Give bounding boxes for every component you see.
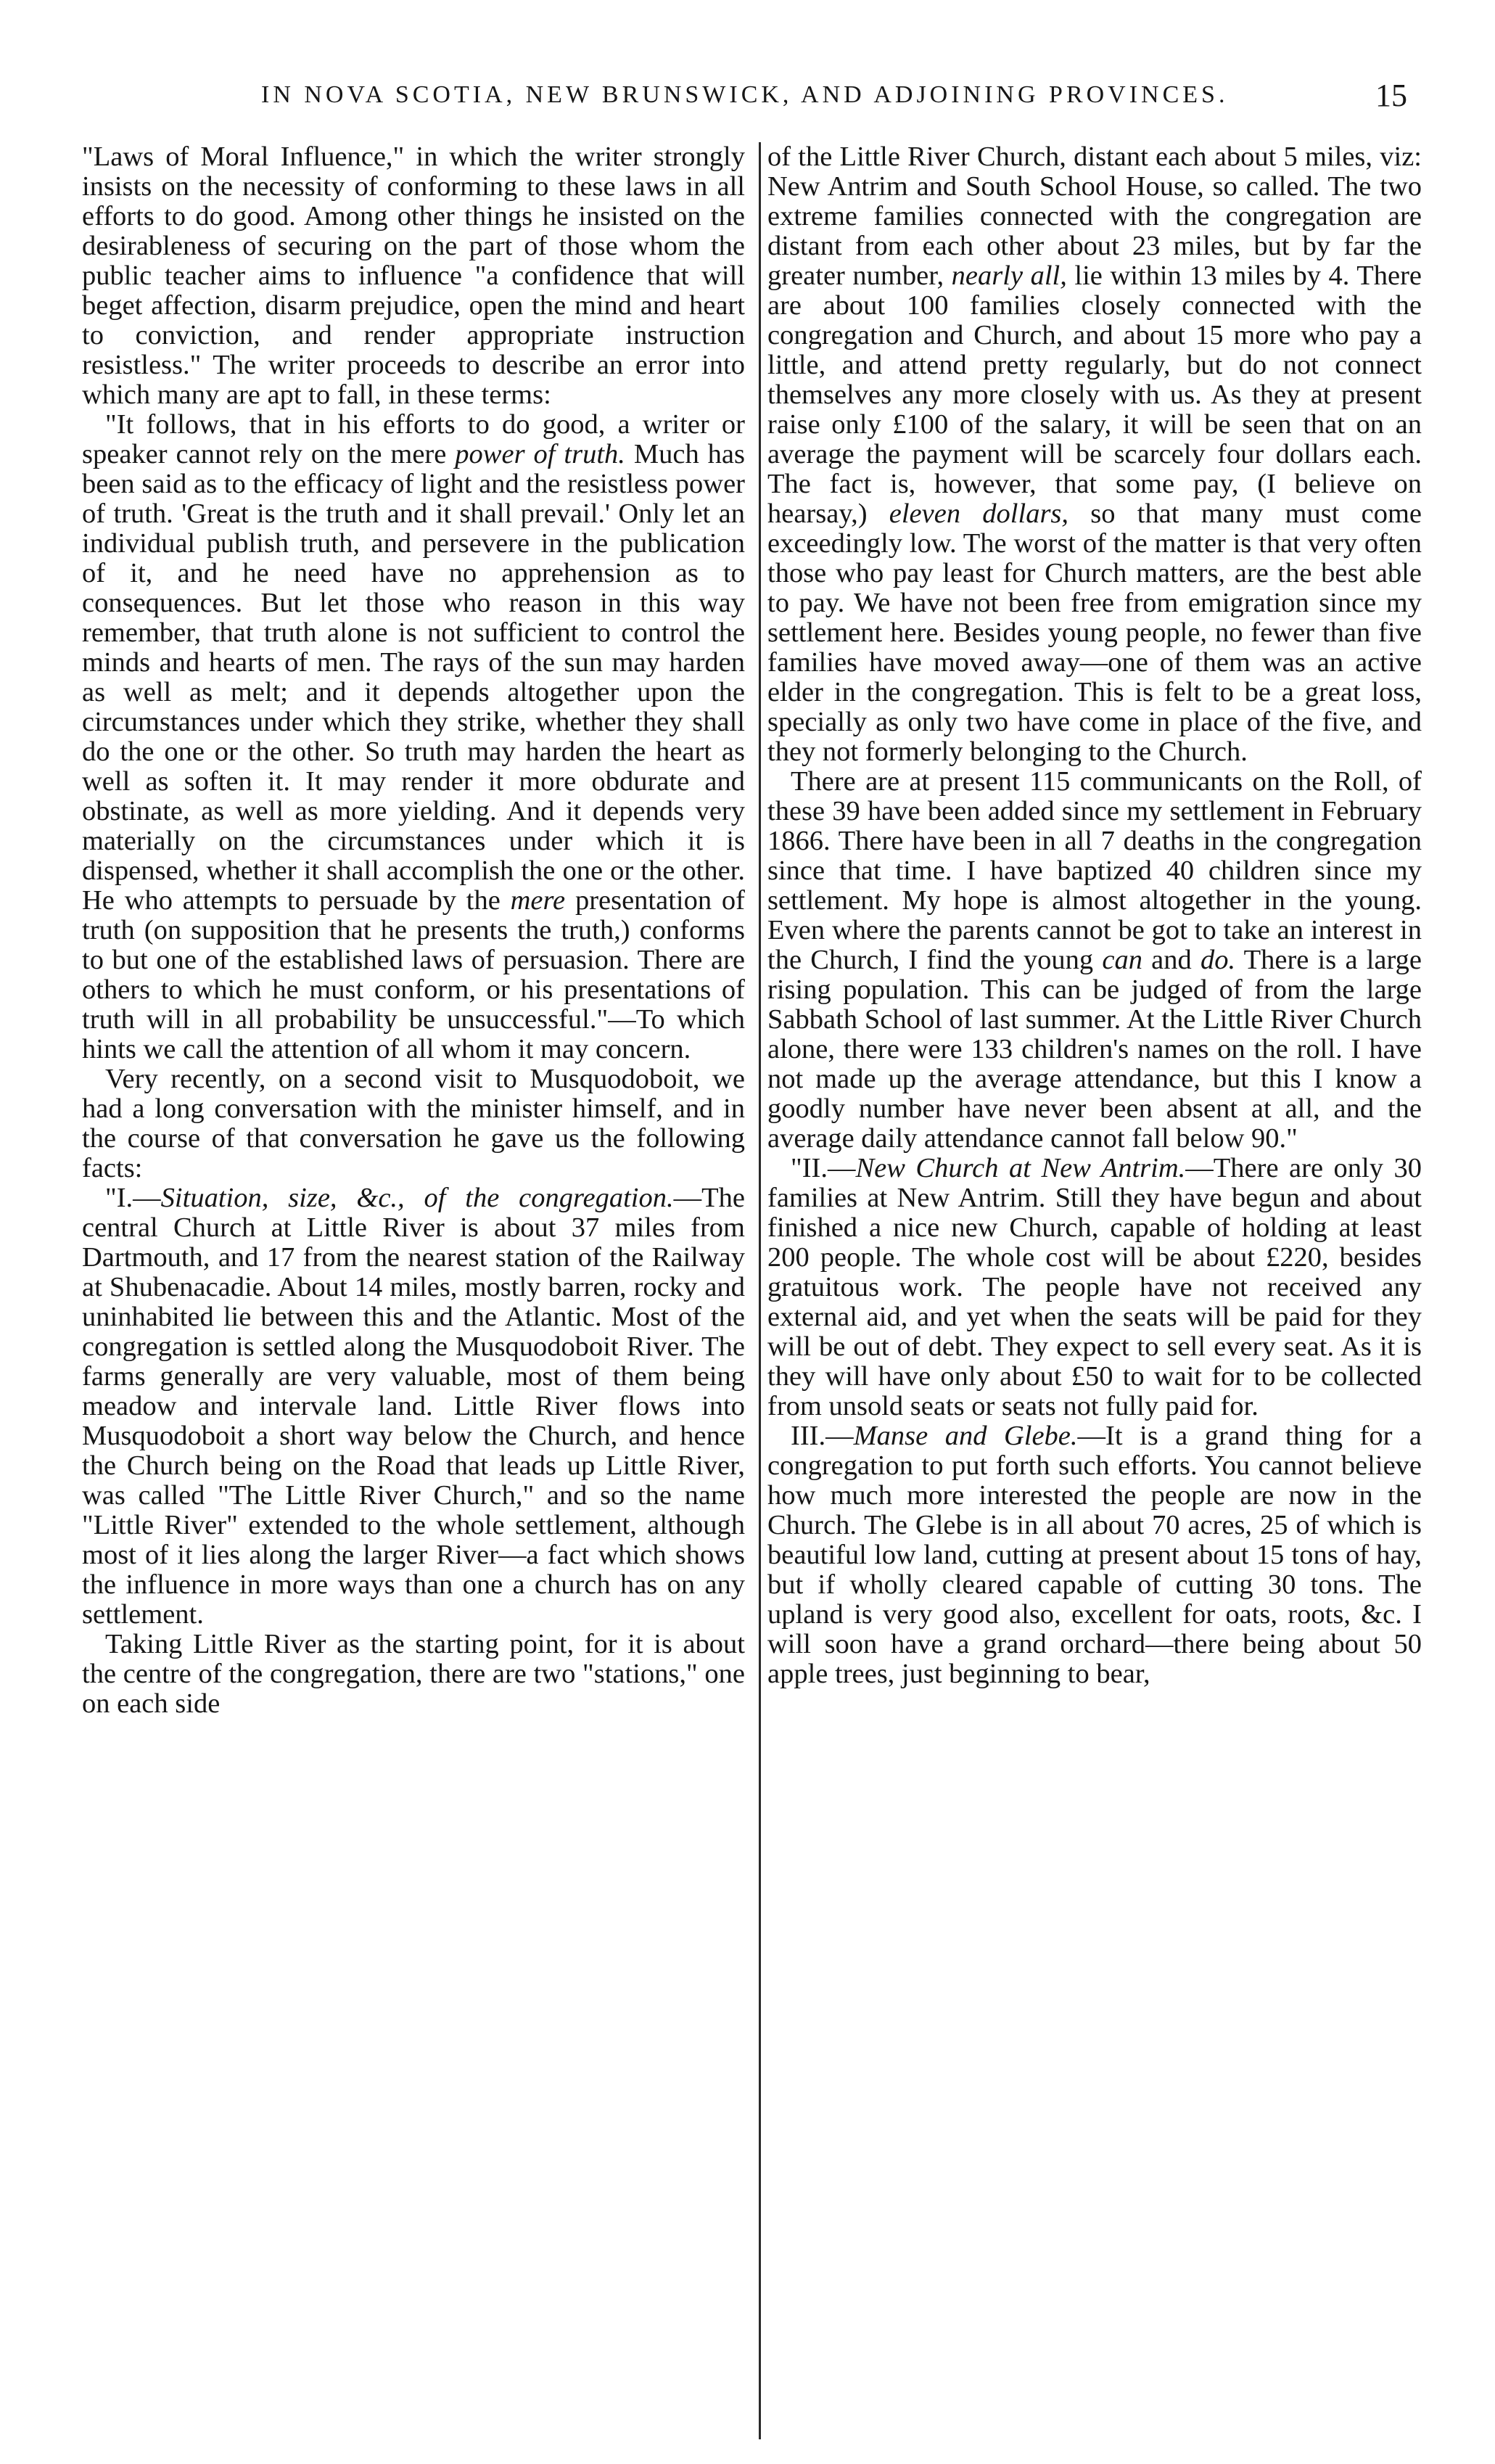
text-run: III.— [791,1421,854,1451]
text-run: —There are only 30 families at New Antrim. Still they have begun and about finished a nice new Church, capable of holding at least 200 people. The whole cost will be about £220, besides gratuitous work. The people have not received any external aid, and yet when the seats will be paid for they will be out of debt. They expect to sell every seat. As it is they will have only about £50 to wait for to be collected from unsold seats or seats not fully paid for. [767,1153,1422,1421]
text-run: "It follows, that in his efforts to do good, a writer or speaker cannot rely on the mere [82,409,745,469]
paragraph [767,767,1422,1154]
text-run: "I.— [105,1183,161,1213]
page-number: 15 [1375,78,1407,113]
right-column [767,142,1422,1689]
text-run: of the Little River Church, distant each about 5 miles, viz: New Antrim and South School House, so called. The two extreme families connected with the congregation are distant from each other about 23 miles, but by far the greater number, [767,141,1422,291]
section-heading: Manse and Glebe. [853,1421,1078,1451]
text-run: —The central Church at Little River is about 37 miles from Dartmouth, and 17 from the nearest station of the Railway at Shubenacadie. About 14 miles, mostly barren, rocky and uninhabited lie between this and the Atlantic. Most of the congregation is settled along the Musquodoboit River. The farms generally are very valuable, most of them being meadow and intervale land. Little River flows into Musquodoboit a short way below the Church, and hence the Church being on the Road that leads up Little River, was called "The Little River Church," and so the name "Little River" extended to the whole settlement, although most of it lies along the larger River—a fact which shows the influence in more ways than one a church has on any settlement. [82,1183,745,1630]
text-run: presentation of truth (on supposition that he presents the truth,) conforms to but one of the established laws of persuasion. There are others to which he must conform, or his presentations of truth will in all probability be unsuccessful."—To which hints we call the attention of all whom it may concern. [82,885,745,1064]
text-run: There is a large rising population. This can be judged of from the large Sabbath School of last summer. At the Little River Church alone, there were 133 children's names on the roll. I have not made up the average attendance, but this I know a goodly number have never been absent at all, and the average daily attendance cannot fall below 90." [767,945,1422,1154]
left-column [82,142,745,1719]
text-run: Much has been said as to the efficacy of light and the resistless power of truth. 'Great is the truth and it shall prevail.' Only let an individual publish truth, and persevere in the publication of it, and he need have no apprehension as to consequences. But let those who reason in this way remember, that truth alone is not sufficient to control the minds and hearts of men. The rays of the sun may harden as well as melt; and it depends altogether upon the circumstances under which they strike, whether they shall do the one or the other. So truth may harden the heart as well as soften it. It may render it more obdurate and obstinate, as well as more yielding. And it depends very materially on the circumstances under which it is dispensed, whether it shall accomplish the one or the other. He who attempts to persuade by the [82,439,745,916]
paragraph: Taking Little River as the starting point, for it is about the centre of the congregation, there are two "stations," one on each side [82,1629,745,1719]
text-run: "II.— [791,1153,856,1183]
page-header [261,78,1407,125]
italic-text: eleven dollars, [889,498,1069,529]
text-run: —It is a grand thing for a congregation to put forth such efforts. You cannot believe how much more interested the people are now in the Church. The Glebe is in all about 70 acres, 25 of which is beautiful low land, cutting at present about 15 tons of hay, but if wholly cleared capable of cutting 30 tons. The upland is very good also, excellent for oats, roots, &c. I will soon have a grand orchard—there being about 50 apple trees, just beginning to bear, [767,1421,1422,1689]
paragraph [82,1183,745,1630]
running-title: IN NOVA SCOTIA, NEW BRUNSWICK, AND ADJOINING PROVINCES. [261,81,1229,108]
section-heading: Situation, size, &c., of the congregation. [160,1183,674,1213]
italic-text: nearly all, [951,260,1067,291]
italic-text: power of truth. [455,439,625,469]
text-run: so that many must come exceedingly low. The worst of the matter is that very often those who pay least for Church matters, are the best able to pay. We have not been free from emigration since my settlement here. Besides young people, no fewer than five families have moved away—one of them was an active elder in the congregation. This is felt to be a great loss, specially as only two have come in place of the five, and they not formerly belonging to the Church. [767,498,1422,767]
paragraph: Very recently, on a second visit to Musquodoboit, we had a long conversation with the minister himself, and in the course of that conversation he gave us the following facts: [82,1064,745,1183]
section-heading: New Church at New Antrim. [855,1153,1186,1183]
text-run: There are at present 115 communicants on the Roll, of these 39 have been added since my settlement in February 1866. There have been in all 7 deaths in the congregation since that time. I have baptized 40 children since my settlement. My hope is almost altogether in the young. Even where the parents cannot be got to take an interest in the Church, I find the young [767,766,1422,975]
italic-text: mere [510,885,566,916]
text-run: lie within 13 miles by 4. There are about 100 families closely connected with the congregation and Church, and about 15 more who pay a little, and attend pretty regularly, but do not connect themselves any more closely with us. As they at present raise only £100 of the salary, it will be seen that on an average the payment will be scarcely four dollars each. The fact is, however, that some pay, (I believe on hearsay,) [767,260,1422,529]
text-run: and [1142,945,1200,975]
paragraph: "Laws of Moral Influence," in which the writer strongly insists on the necessity of conforming to these laws in all efforts to do good. Among other things he insisted on the desirableness of securing on the part of those whom the public teacher aims to influence "a confidence that will beget affection, disarm prejudice, open the mind and heart to conviction, and render appropriate instruction resistless." The writer proceeds to describe an error into which many are apt to fall, in these terms: [82,141,745,410]
column-divider [759,142,761,2439]
paragraph [767,1154,1422,1421]
italic-text: do. [1200,945,1236,975]
paragraph [767,1421,1422,1689]
paragraph [82,410,745,1064]
italic-text: can [1102,945,1142,975]
paragraph [767,142,1422,767]
